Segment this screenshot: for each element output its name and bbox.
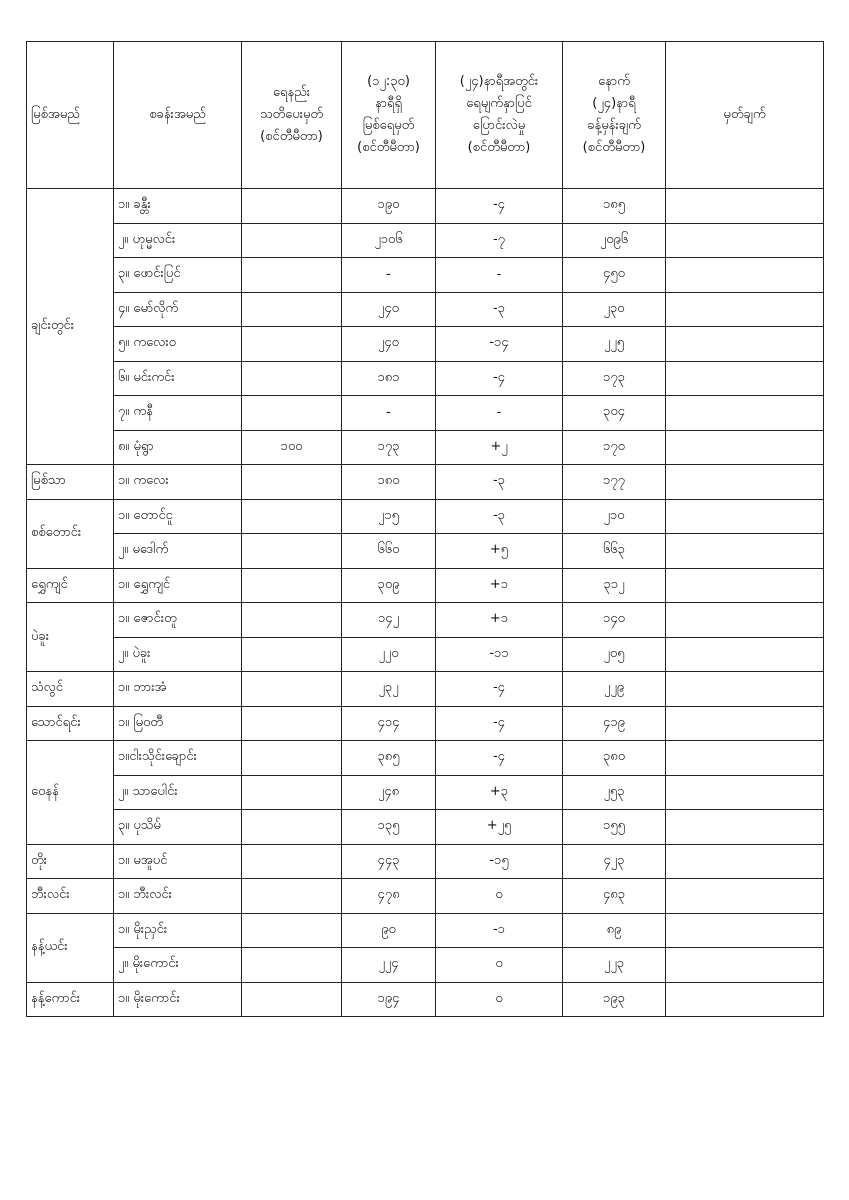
forecast-cell: ၁၇၇	[563, 465, 666, 500]
station-cell: ၃။ ဖောင်းပြင်	[114, 258, 242, 293]
water-level-cell: ၄၇၈	[342, 879, 436, 914]
table-row	[27, 292, 824, 327]
river-name-cell: စစ်တောင်း	[27, 499, 114, 568]
station-cell: ၁။ မိုးညှင်း	[114, 913, 242, 948]
header-station-name: စခန်းအမည်	[114, 42, 242, 189]
river-name-cell: တိုး	[27, 844, 114, 879]
station-cell: ၂။ သာပေါင်း	[114, 775, 242, 810]
river-level-table	[26, 41, 824, 1017]
table-row	[27, 810, 824, 845]
change-cell: -၁၄	[436, 327, 563, 362]
header-river-name: မြစ်အမည်	[27, 42, 114, 189]
remarks-cell	[666, 741, 824, 776]
header-remarks: မှတ်ချက်	[666, 42, 824, 189]
water-level-cell: ၁၄၂	[342, 603, 436, 638]
water-level-cell: ၆၆၀	[342, 534, 436, 569]
remarks-cell	[666, 603, 824, 638]
table-row	[27, 982, 824, 1017]
water-level-cell: ၁၈၁	[342, 361, 436, 396]
forecast-cell: ၁၅၅	[563, 810, 666, 845]
water-level-cell: ၂၃၂	[342, 672, 436, 707]
remarks-cell	[666, 948, 824, 983]
header-line: (စင်တီမီတာ)	[467, 140, 531, 155]
station-cell: ၂။ မိုးကောင်း	[114, 948, 242, 983]
table-row	[27, 499, 824, 534]
station-cell: ၇။ ကနီ	[114, 396, 242, 431]
danger-level-cell	[242, 465, 342, 500]
change-cell: +၃	[436, 775, 563, 810]
table-row	[27, 430, 824, 465]
water-level-cell: ၄၄၃	[342, 844, 436, 879]
water-level-cell: ၃၈၅	[342, 741, 436, 776]
forecast-cell: ၁၉၃	[563, 982, 666, 1017]
river-name-cell: ပဲခူး	[27, 603, 114, 672]
danger-level-cell	[242, 568, 342, 603]
remarks-cell	[666, 258, 824, 293]
remarks-cell	[666, 775, 824, 810]
water-level-cell: ၂၂၄	[342, 948, 436, 983]
change-cell: +၂	[436, 430, 563, 465]
station-cell: ၄။ မော်လိုက်	[114, 292, 242, 327]
table-row	[27, 948, 824, 983]
remarks-cell	[666, 534, 824, 569]
table-row	[27, 534, 824, 569]
change-cell: -၃	[436, 292, 563, 327]
remarks-cell	[666, 672, 824, 707]
water-level-cell: ၂၂၀	[342, 637, 436, 672]
station-cell: ၅။ ကလေးဝ	[114, 327, 242, 362]
table-row	[27, 706, 824, 741]
forecast-cell: ၃၁၂	[563, 568, 666, 603]
change-cell: -	[436, 396, 563, 431]
river-name-cell: ဘီးလင်း	[27, 879, 114, 914]
change-cell: ၀	[436, 948, 563, 983]
change-cell: +၂၅	[436, 810, 563, 845]
forecast-cell: ၁၇၀	[563, 430, 666, 465]
change-cell: -၇	[436, 223, 563, 258]
danger-level-cell	[242, 948, 342, 983]
water-level-cell: ၁၇၃	[342, 430, 436, 465]
table-row	[27, 465, 824, 500]
header-line: နာရီရှိ	[374, 96, 402, 111]
danger-level-cell	[242, 189, 342, 224]
header-line: (၁၂:၃၀)	[367, 74, 410, 89]
forecast-cell: ၂၅၃	[563, 775, 666, 810]
river-name-cell: သံလွင်	[27, 672, 114, 707]
danger-level-cell	[242, 223, 342, 258]
header-water-level	[342, 42, 436, 189]
station-cell: ၁။ ဘီးလင်း	[114, 879, 242, 914]
forecast-cell: ၄၁၉	[563, 706, 666, 741]
remarks-cell	[666, 913, 824, 948]
change-cell: -၁၅	[436, 844, 563, 879]
header-line: ခန့်မှန်းချက်	[587, 118, 641, 133]
header-line: (၂၄)နာရီ	[592, 96, 636, 111]
forecast-cell: ၁၈၅	[563, 189, 666, 224]
station-cell: ၁။ ရွှေကျင်	[114, 568, 242, 603]
station-cell: ၆။ မင်းကင်း	[114, 361, 242, 396]
header-line: ပြောင်းလဲမှု	[472, 118, 526, 133]
water-level-cell: ၁၈၀	[342, 465, 436, 500]
forecast-cell: ၃၈၀	[563, 741, 666, 776]
station-cell: ၁။ငါးသိုင်းချောင်း	[114, 741, 242, 776]
change-cell: ၀	[436, 879, 563, 914]
forecast-cell: ၄၅၀	[563, 258, 666, 293]
forecast-cell: ၁၄၀	[563, 603, 666, 638]
remarks-cell	[666, 292, 824, 327]
danger-level-cell	[242, 844, 342, 879]
change-cell: -၄	[436, 741, 563, 776]
remarks-cell	[666, 879, 824, 914]
header-line: မြစ်ရေမှတ်	[362, 118, 415, 133]
station-cell: ၁။ မိုးကောင်း	[114, 982, 242, 1017]
danger-level-cell	[242, 292, 342, 327]
water-level-cell: ၄၁၄	[342, 706, 436, 741]
table-row	[27, 637, 824, 672]
station-cell: ၁။ မြဝတီ	[114, 706, 242, 741]
station-cell: ၁။ မအူပင်	[114, 844, 242, 879]
remarks-cell	[666, 327, 824, 362]
change-cell: -၁၁	[436, 637, 563, 672]
remarks-cell	[666, 396, 824, 431]
header-line: (၂၄)နာရီအတွင်း	[459, 74, 539, 89]
forecast-cell: ၃၀၄	[563, 396, 666, 431]
header-line: (စင်တီမီတာ)	[260, 129, 323, 144]
danger-level-cell	[242, 499, 342, 534]
river-name-cell: ဝေ‌နန်	[27, 741, 114, 845]
station-cell: ၁။ ဘားအံ	[114, 672, 242, 707]
water-level-cell: ၂၄၀	[342, 327, 436, 362]
change-cell: -၃	[436, 499, 563, 534]
river-name-cell: နန့်ကောင်း	[27, 982, 114, 1017]
table-body	[27, 189, 824, 1017]
change-cell: -	[436, 258, 563, 293]
danger-level-cell	[242, 879, 342, 914]
remarks-cell	[666, 499, 824, 534]
water-level-cell: ၂၁၀၆	[342, 223, 436, 258]
forecast-cell: ၄၂၃	[563, 844, 666, 879]
header-line: (စင်တီမီတာ)	[582, 140, 646, 155]
station-cell: ၂။ ဟုမ္မလင်း	[114, 223, 242, 258]
danger-level-cell	[242, 396, 342, 431]
remarks-cell	[666, 982, 824, 1017]
change-cell: -၄	[436, 672, 563, 707]
remarks-cell	[666, 637, 824, 672]
table-row	[27, 568, 824, 603]
danger-level-cell	[242, 775, 342, 810]
forecast-cell: ၆၆၃	[563, 534, 666, 569]
danger-level-cell	[242, 361, 342, 396]
danger-level-cell	[242, 534, 342, 569]
danger-level-cell: ၁၀၀	[242, 430, 342, 465]
change-cell: -၄	[436, 361, 563, 396]
header-danger-level	[242, 42, 342, 189]
danger-level-cell	[242, 258, 342, 293]
table-row	[27, 879, 824, 914]
water-level-cell: ၉၀	[342, 913, 436, 948]
station-cell: ၃။ ပုသိမ်	[114, 810, 242, 845]
danger-level-cell	[242, 741, 342, 776]
forecast-cell: ၂၁၀	[563, 499, 666, 534]
remarks-cell	[666, 844, 824, 879]
change-cell: ၀	[436, 982, 563, 1017]
danger-level-cell	[242, 982, 342, 1017]
station-cell: ၈။ မုံရွာ	[114, 430, 242, 465]
water-level-cell: ၂၁၅	[342, 499, 436, 534]
forecast-cell: ၈၉	[563, 913, 666, 948]
header-24h-change	[436, 42, 563, 189]
remarks-cell	[666, 568, 824, 603]
table-row	[27, 189, 824, 224]
danger-level-cell	[242, 327, 342, 362]
station-cell: ၂။ ပဲခူး	[114, 637, 242, 672]
remarks-cell	[666, 706, 824, 741]
forecast-cell: ၂၀၅	[563, 637, 666, 672]
water-level-cell: ၃၀၉	[342, 568, 436, 603]
remarks-cell	[666, 223, 824, 258]
table-row	[27, 913, 824, 948]
water-level-cell: ၂၄၀	[342, 292, 436, 327]
danger-level-cell	[242, 603, 342, 638]
table-row	[27, 327, 824, 362]
header-line: ရေမျက်နှာပြင်	[466, 96, 532, 111]
river-name-cell: နန့်ယင်း	[27, 913, 114, 982]
water-level-cell: ၁၃၅	[342, 810, 436, 845]
table-row	[27, 741, 824, 776]
change-cell: -၃	[436, 465, 563, 500]
header-line: ရေနည်း	[272, 85, 311, 100]
table-row	[27, 775, 824, 810]
header-line: နောက်	[598, 74, 630, 89]
table-row	[27, 844, 824, 879]
forecast-cell: ၂၂၅	[563, 327, 666, 362]
table-row	[27, 223, 824, 258]
station-cell: ၁။ တောင်ငူ	[114, 499, 242, 534]
river-name-cell: ရွှေကျင်	[27, 568, 114, 603]
header-line: သတိပေးမှတ်	[259, 107, 324, 122]
danger-level-cell	[242, 672, 342, 707]
river-name-cell: သောင်ရင်း	[27, 706, 114, 741]
water-level-cell: ၂၄၈	[342, 775, 436, 810]
remarks-cell	[666, 430, 824, 465]
change-cell: +၅	[436, 534, 563, 569]
header-forecast	[563, 42, 666, 189]
change-cell: -၄	[436, 706, 563, 741]
remarks-cell	[666, 189, 824, 224]
change-cell: -၁	[436, 913, 563, 948]
station-cell: ၂။ မဒေါက်	[114, 534, 242, 569]
forecast-cell: ၁၇၃	[563, 361, 666, 396]
change-cell: +၁	[436, 603, 563, 638]
river-name-cell: ချင်းတွင်း	[27, 189, 114, 465]
table-header-row	[27, 42, 824, 189]
forecast-cell: ၂၀၉၆	[563, 223, 666, 258]
change-cell: +၁	[436, 568, 563, 603]
water-level-cell: ၁၉၄	[342, 982, 436, 1017]
danger-level-cell	[242, 810, 342, 845]
table-row	[27, 672, 824, 707]
danger-level-cell	[242, 637, 342, 672]
remarks-cell	[666, 810, 824, 845]
forecast-cell: ၂၃၀	[563, 292, 666, 327]
station-cell: ၁။ ကလေး	[114, 465, 242, 500]
water-level-cell: -	[342, 258, 436, 293]
river-name-cell: မြစ်သာ	[27, 465, 114, 500]
station-cell: ၁။ ခန္တီး	[114, 189, 242, 224]
remarks-cell	[666, 361, 824, 396]
remarks-cell	[666, 465, 824, 500]
forecast-cell: ၄၈၃	[563, 879, 666, 914]
table-row	[27, 258, 824, 293]
water-level-cell: -	[342, 396, 436, 431]
table-row	[27, 603, 824, 638]
change-cell: -၄	[436, 189, 563, 224]
header-line: (စင်တီမီတာ)	[357, 140, 420, 155]
forecast-cell: ၂၂၃	[563, 948, 666, 983]
table-row	[27, 396, 824, 431]
station-cell: ၁။ ဇောင်းတူ	[114, 603, 242, 638]
table-row	[27, 361, 824, 396]
forecast-cell: ၂၂၉	[563, 672, 666, 707]
water-level-cell: ၁၉၀	[342, 189, 436, 224]
danger-level-cell	[242, 706, 342, 741]
danger-level-cell	[242, 913, 342, 948]
